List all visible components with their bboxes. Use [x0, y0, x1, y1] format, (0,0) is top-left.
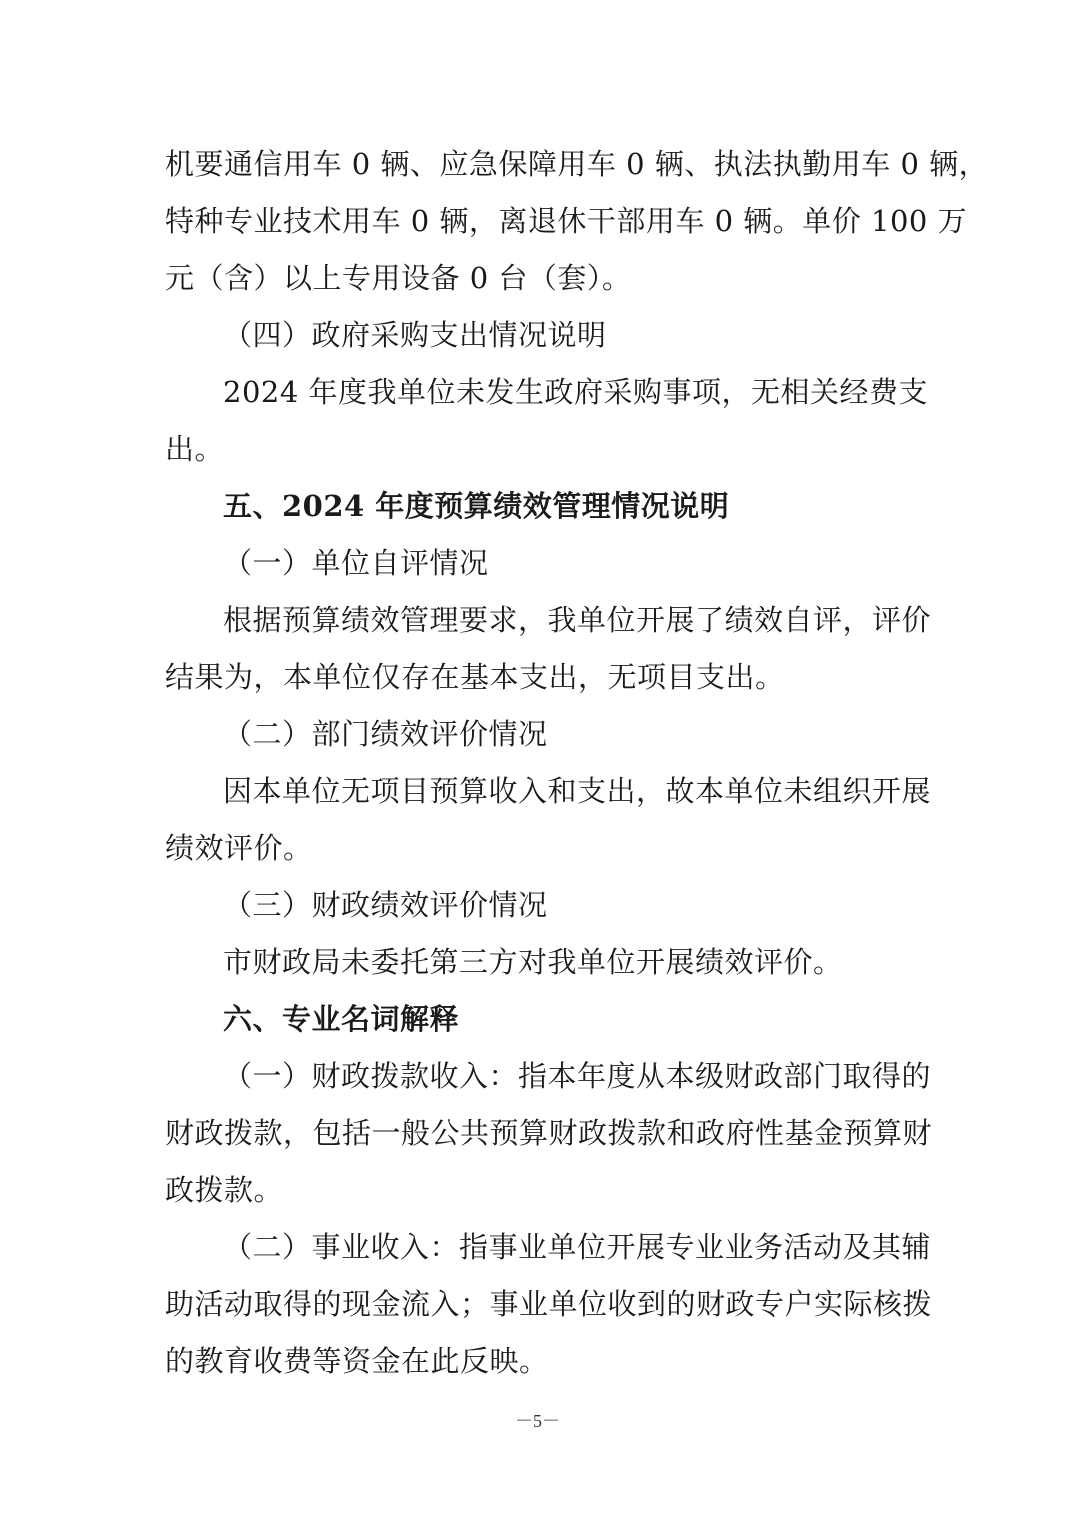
term-definition-line: 财政拨款，包括一般公共预算财政拨款和政府性基金预算财	[165, 1116, 933, 1150]
body-text-line: 出。	[165, 432, 225, 466]
section-heading: 五、2024 年度预算绩效管理情况说明	[223, 489, 730, 523]
body-text-line: 机要通信用车 0 辆、应急保障用车 0 辆、执法执勤用车 0 辆，	[165, 147, 989, 181]
page-number: －5－	[515, 1411, 560, 1431]
body-text-line: 元（含）以上专用设备 0 台（套）。	[165, 261, 632, 295]
body-text-line: 根据预算绩效管理要求，我单位开展了绩效自评，评价	[223, 603, 932, 637]
subsection-heading: （一）单位自评情况	[223, 546, 489, 580]
document-body	[165, 136, 989, 1390]
body-text-line: 2024 年度我单位未发生政府采购事项，无相关经费支	[223, 375, 929, 409]
term-definition-line: 助活动取得的现金流入；事业单位收到的财政专户实际核拨	[165, 1287, 933, 1321]
subsection-heading: （三）财政绩效评价情况	[223, 888, 548, 922]
body-text-line: 特种专业技术用车 0 辆，离退休干部用车 0 辆。单价 100 万	[165, 204, 968, 238]
term-definition-line: 政拨款。	[165, 1173, 284, 1207]
body-text-line: 市财政局未委托第三方对我单位开展绩效评价。	[223, 945, 843, 979]
subsection-heading: （二）部门绩效评价情况	[223, 717, 548, 751]
section-heading: 六、专业名词解释	[223, 1002, 460, 1036]
term-definition-line: （二）事业收入：指事业单位开展专业业务活动及其辅	[223, 1230, 932, 1264]
body-text-line: 绩效评价。	[165, 831, 313, 865]
body-text-line: 因本单位无项目预算收入和支出，故本单位未组织开展	[223, 774, 932, 808]
term-definition-line: （一）财政拨款收入：指本年度从本级财政部门取得的	[223, 1059, 932, 1093]
term-definition-line: 的教育收费等资金在此反映。	[165, 1344, 549, 1378]
body-text-line: 结果为，本单位仅存在基本支出，无项目支出。	[165, 660, 785, 694]
subsection-heading: （四）政府采购支出情况说明	[223, 318, 607, 352]
